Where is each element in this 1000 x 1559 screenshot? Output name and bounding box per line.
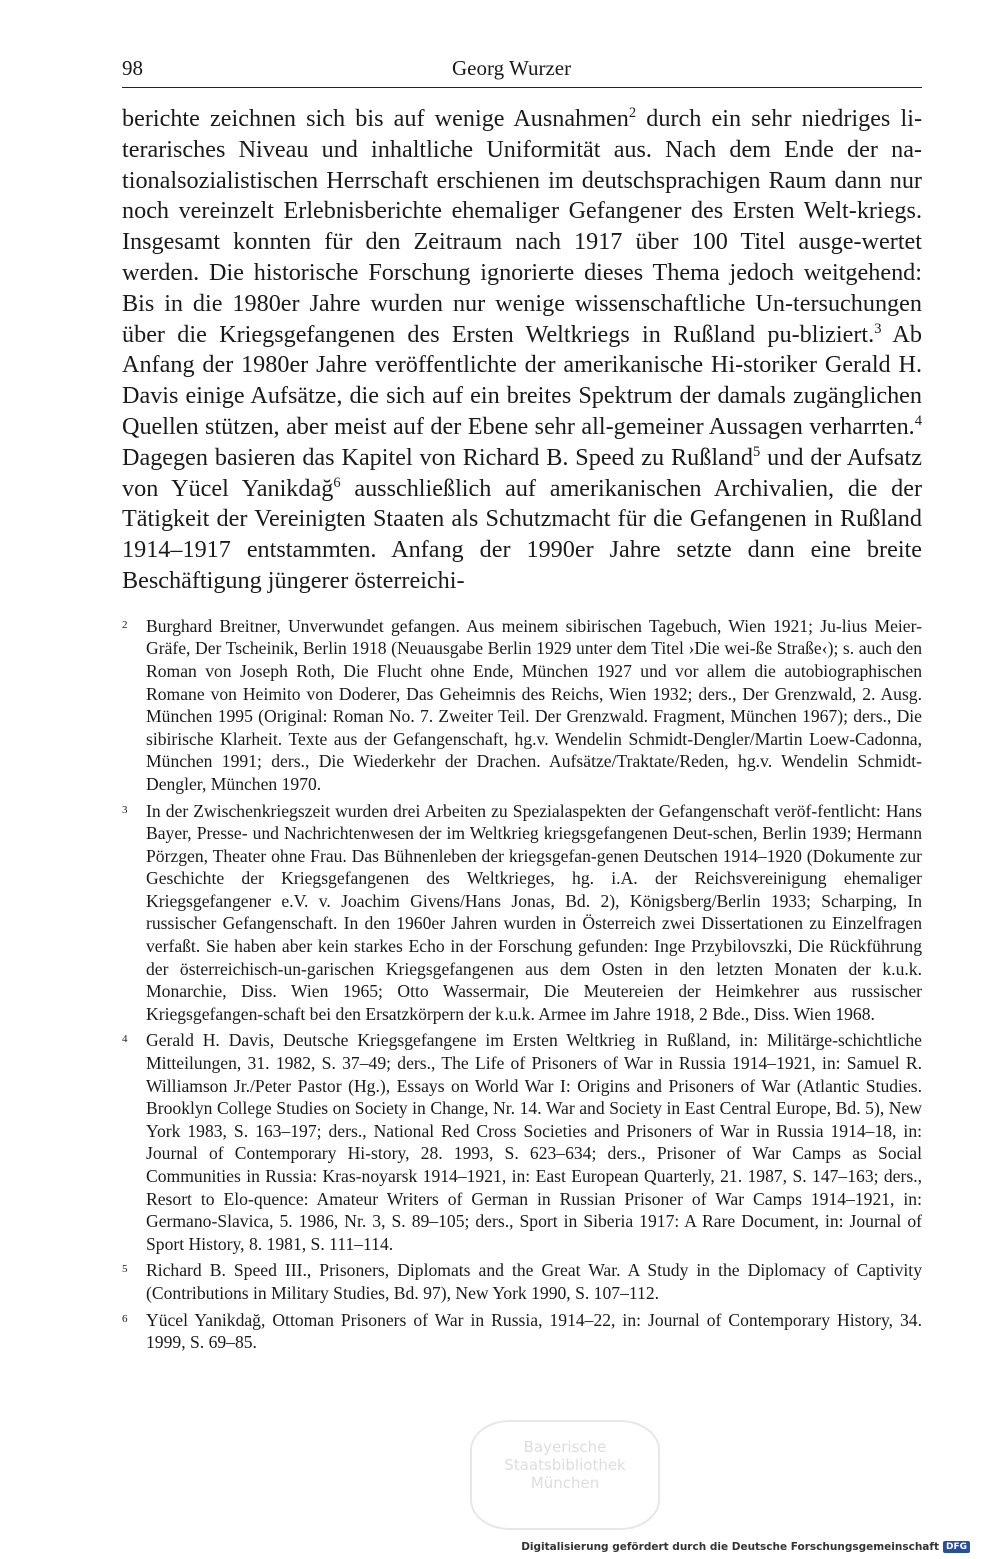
stamp-line: München: [530, 1474, 600, 1492]
page-number: 98: [122, 56, 143, 80]
footnote-ref-5: 5: [752, 443, 761, 460]
footnote-ref-4: 4: [914, 412, 922, 429]
body-text-segment: ausschließlich auf amerikanischen Archivalien, die der Tätigkeit der Vereinigten Staaten als Schutzmacht für die Gefangenen in Rußland 1914–1917 entstammten. Anfang der 1990er Jahre setzte dann eine breite Beschäftigung jüngerer österreichi-: [122, 474, 922, 594]
footnote-6: [122, 1309, 922, 1354]
footnote-ref-2: 2: [628, 104, 637, 121]
body-text-segment: durch ein sehr niedriges li-terarisches Niveau und inhaltliche Uniformität aus. Nach dem Ende der na-tionalsozialistischen Herrschaft erschienen im deutschsprachigen Raum dann nur noch vereinzelt Erlebnisberichte ehemaliger Gefangener des Ersten Welt-kriegs. Insgesamt konnten für den Zeitraum nach 1917 über 100 Titel ausge-wertet werden. Die historische Forschung ignorierte dieses Thema jedoch weitgehend: Bis in die 1980er Jahre wurden nur wenige wissenschaftliche Un-tersuchungen über die Kriegsgefangenen des Ersten Weltkriegs in Rußland pu-bliziert.: [122, 105, 922, 348]
body-text-segment: Ab Anfang der 1980er Jahre veröffentlichte der amerikanische Hi-storiker Gerald H. Davis einige Aufsätze, die sich auf ein breites Spektrum der damals zugänglichen Quellen stützen, aber meist auf der Ebene sehr all-gemeiner Aussagen verharrten.: [122, 320, 922, 440]
footnote-number: 6: [122, 1312, 128, 1325]
footnote-text: Burghard Breitner, Unverwundet gefangen. Aus meinem sibirischen Tagebuch, Wien 1921; Ju-lius Meier-Gräfe, Der Tscheinik, Berlin 1918 (Neuausgabe Berlin 1929 unter dem Titel ›Die wei-ße Straße‹); s. auch den Roman von Joseph Roth, Die Flucht ohne Ende, München 1927 und vor allem die autobiographischen Romane von Heimito von Doderer, Das Geheimnis des Reichs, Wien 1932; ders., Der Grenzwald, 2. Ausg. München 1995 (Original: Roman No. 7. Zweiter Teil. Der Grenzwald. Fragment, München 1967); ders., Die sibirische Klarheit. Texte aus der Gefangenschaft, hg.v. Wendelin Schmidt-Dengler/Martin Loew-Cadonna, München 1991; ders., Die Wiederkehr der Drachen. Aufsätze/Traktate/Reden, hg.v. Wendelin Schmidt-Dengler, München 1970.: [146, 615, 922, 794]
book-page: [122, 56, 922, 1358]
library-stamp: [470, 1420, 660, 1530]
footnote-2: [122, 615, 922, 796]
body-text-segment: berichte zeichnen sich bis auf wenige Ausnahmen: [122, 105, 629, 132]
footnote-number: 5: [122, 1263, 128, 1276]
footnote-text: Yücel Yanikdağ, Ottoman Prisoners of War in Russia, 1914–22, in: Journal of Contemporary History, 34. 1999, S. 69–85.: [146, 1309, 922, 1353]
digitization-credit: [521, 1541, 970, 1553]
footnote-number: 2: [122, 618, 128, 631]
footnote-5: [122, 1259, 922, 1304]
stamp-line: Staatsbibliothek: [504, 1456, 626, 1474]
footnote-3: [122, 800, 922, 1026]
footnote-number: 3: [122, 803, 128, 816]
body-paragraph: [122, 104, 922, 597]
body-text-segment: und der Aufsatz von Yücel Yanikdağ: [122, 443, 922, 502]
dfg-logo: DFG: [943, 1541, 970, 1553]
footnotes-section: [122, 615, 922, 1354]
footnote-text: Richard B. Speed III., Prisoners, Diplomats and the Great War. A Study in the Diplomacy of Captivity (Contributions in Military Studies, Bd. 97), New York 1990, S. 107–112.: [146, 1260, 922, 1303]
footnote-text: Gerald H. Davis, Deutsche Kriegsgefangene im Ersten Weltkrieg in Rußland, in: Militärge-schichtliche Mitteilungen, 31. 1982, S. 37–49; ders., The Life of Prisoners of War in Russia 1914–1921, in: Samuel R. Williamson Jr./Peter Pastor (Hg.), Essays on World War I: Origins and Prisoners of War (Atlantic Studies. Brooklyn College Studies on Society in Change, Nr. 14. War and Society in East Central Europe, Bd. 5), New York 1983, S. 163–197; ders., National Red Cross Societies and Prisoners of War in Russia 1914–18, in: Journal of Contemporary Hi-story, 28. 1993, S. 623–634; ders., Prisoner of War Camps as Social Communities in Russia: Kras-noyarsk 1914–1921, in: East European Quarterly, 21. 1987, S. 147–163; ders., Resort to Elo-quence: Amateur Writers of German in Russian Prisoner of War Camps 1914–1921, in: Germano-Slavica, 5. 1986, Nr. 3, S. 89–105; ders., Sport in Siberia 1917: A Rare Document, in: Journal of Sport History, 8. 1981, S. 111–114.: [146, 1030, 922, 1254]
credit-text: Digitalisierung gefördert durch die Deutsche Forschungsgemeinschaft: [521, 1541, 939, 1553]
footnote-ref-6: 6: [333, 474, 341, 491]
stamp-line: Bayerische: [523, 1438, 607, 1456]
running-head-author: Georg Wurzer: [452, 56, 572, 80]
body-text-segment: Dagegen basieren das Kapitel von Richard B. Speed zu Rußland: [122, 443, 753, 471]
footnote-4: [122, 1029, 922, 1255]
running-head: [122, 56, 922, 88]
footnote-ref-3: 3: [874, 320, 882, 337]
footnote-text: In der Zwischenkriegszeit wurden drei Arbeiten zu Spezialaspekten der Gefangenschaft veröf-fentlicht: Hans Bayer, Presse- und Nachrichtenwesen der im Weltkrieg kriegsgefangenen Deut-schen, Berlin 1939; Hermann Pörzgen, Theater ohne Frau. Das Bühnenleben der kriegsgefan-genen Deutschen 1914–1920 (Dokumente zur Geschichte der Kriegsgefangenen des Weltkrieges, hg. i.A. der Reichsvereinigung ehemaliger Kriegsgefangener e.V. v. Joachim Givens/Hans Jonas, Bd. 2), Königsberg/Berlin 1933; Scharping, In russischer Gefangenschaft. In den 1960er Jahren wurden in Österreich zwei Dissertationen zu Einzelfragen verfaßt. Sie haben aber kein starkes Echo in der Forschung gefunden: Inge Przybilovszki, Die Rückführung der österreichisch-un-garischen Kriegsgefangenen aus dem Osten in den letzten Monaten der k.u.k. Monarchie, Diss. Wien 1965; Otto Wassermair, Die Meutereien der Heimkehrer aus russischer Kriegsgefangen-schaft bei den Ersatzkörpern der k.u.k. Armee im Jahre 1918, 2 Bde., Diss. Wien 1968.: [146, 800, 922, 1024]
footnote-number: 4: [122, 1033, 128, 1046]
